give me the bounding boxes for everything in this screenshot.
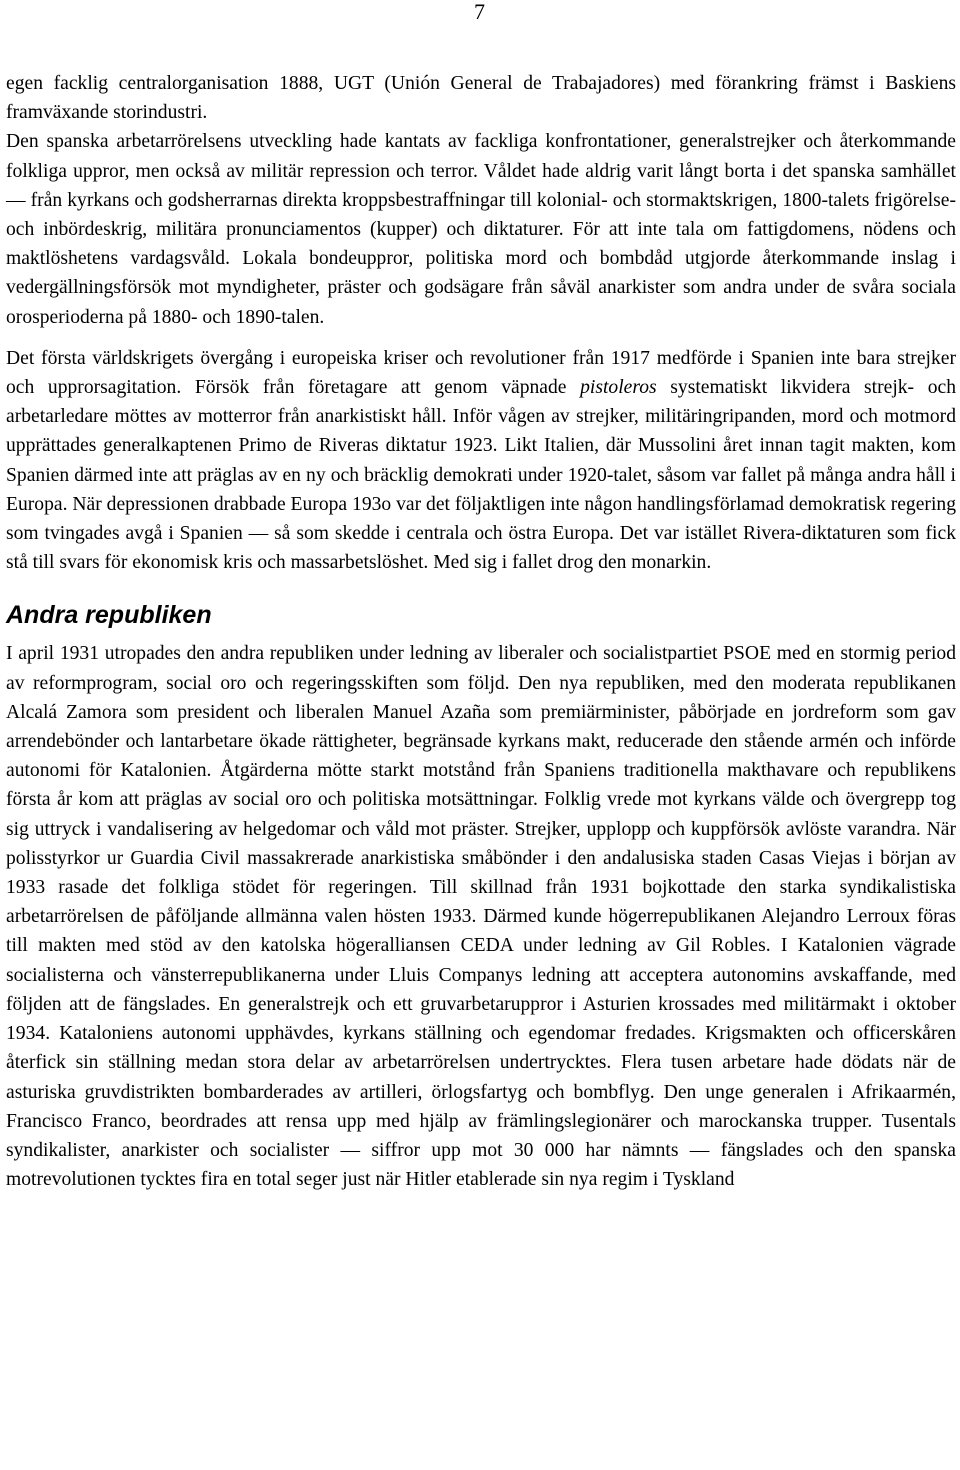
world-war-text-end: systematiskt likvidera strejk- och arbetarledare möttes av motterror från anarkistiskt håll. Inför vågen av strejker, militäringripanden, mord och motmord upprättades generalkaptenen Primo de Riveras diktatur 1923. Likt Italien, där Mussolini året innan tagit makten, kom Spanien därmed inte att präglas av en ny och bräcklig demokrati under 1920-talet, såsom var fallet på många andra håll i Europa. När depressionen drabbade Europa 193o var det följaktligen inte någon handlingsförlamad demokratisk regering som tvingades avgå i Spanien — så som skedde i centrala och östra Europa. Det var istället Rivera-diktaturen som fick stå till svars för ekonomisk kris och massarbetslöshet. Med sig i fallet drog den monarkin. — [6, 377, 956, 574]
second-republic-paragraph: I april 1931 utropades den andra republiken under ledning av liberaler och socialistpartiet PSOE med en stormig period av reformprogram, social oro och regeringsskiften som följd. Den nya republiken, med den moderata republikanen Alcalá Zamora som president och liberalen Manuel Azaña som premiärminister, påbörjade en jordreform som gav arrendebönder och lantarbetare ökade rättigheter, begränsade kyrkans makt, reducerade den stående armén och införde autonomi för Katalonien. Åtgärderna mötte starkt motstånd från Spaniens traditionella makthavare och republikens första år kom att präglas av social oro och politiska motsättningar. Folklig vrede mot kyrkans välde och övergrepp tog sig uttryck i vandalisering av helgedomar och våld mot präster. Strejker, upplopp och kuppförsök avlöste varandra. När polisstyrkor ur Guardia Civil massakrerade anarkistiska småbönder i den andalusiska staden Casas Viejas i början av 1933 rasade det folkliga stödet för regeringen. Till skillnad från 1931 bojkottade den starka syndikalistiska arbetarrörelsen de påföljande allmänna valen hösten 1933. Därmed kunde högerrepublikanen Alejandro Lerroux föras till makten med stöd av den katolska högeralliansen CEDA under ledning av Gil Robles. I Katalonien vägrade socialisterna och vänsterrepublikanerna under Lluis Companys ledning att acceptera autonomins avskaffande, med följden att de fängslades. En generalstrejk och ett gruvarbetaruppror i Asturien krossades med militärmakt i oktober 1934. Kataloniens autonomi upphävdes, kyrkans ställning och egendomar fredades. Krigsmakten och officerskåren återfick sin ställning medan stora delar av arbetarrörelsen undertrycktes. Flera tusen arbetare hade dödats när de asturiska gruvdistrikten bombarderades av artilleri, örlogsfartyg och bombflyg. Den unge generalen i Afrikaarmén, Francisco Franco, beordrades att rensa upp med hjälp av främlingslegionärer och marockanska trupper. Tusentals syndikalister, anarkister och socialister — siffror upp mot 30 000 har nämnts — fängslades och den spanska motrevolutionen tycktes fira en total seger just när Hitler etablerade sin nya regim i Tyskland — [6, 643, 956, 1191]
world-war-text-start: Det första världskrigets övergång i europeiska kriser och revolutioner från 1917 medförde i Spanien inte bara strejker och upprorsagitation. Försök från företagare att genom väpnade — [6, 347, 956, 399]
document-body — [6, 69, 956, 1194]
pistoleros-term: pistoleros — [580, 377, 657, 399]
intro-paragraph: egen facklig centralorganisation 1888, UGT (Unión General de Trabajadores) med förankring främst i Baskiens framväxande storindustri. — [6, 73, 956, 124]
page-number: 7 — [474, 0, 485, 24]
world-war-paragraph — [6, 344, 956, 578]
labor-movement-paragraph: Den spanska arbetarrörelsens utveckling hade kantats av fackliga konfrontationer, generalstrejker och återkommande folkliga uppror, men också av militär repression och terror. Våldet hade aldrig varit långt borta i det spanska samhället — från kyrkans och godsherrarnas direkta kroppsbestraffningar till kolonial- och stormaktskrigen, 1800-talets frigörelse- och inbördeskrig, militära pronunciamentos (kupper) och diktaturer. För att inte tala om fattigdomens, nödens och maktlöshetens vardagsvåld. Lokala bondeuppror, politiska mord och bombdåd utgjorde återkommande inslag i vedergällningsförsök mot myndigheter, präster och godsägare från såväl anarkister som andra under de svåra sociala orosperioderna på 1880- och 1890-talen. — [6, 131, 956, 328]
section-heading: Andra republiken — [6, 601, 212, 630]
